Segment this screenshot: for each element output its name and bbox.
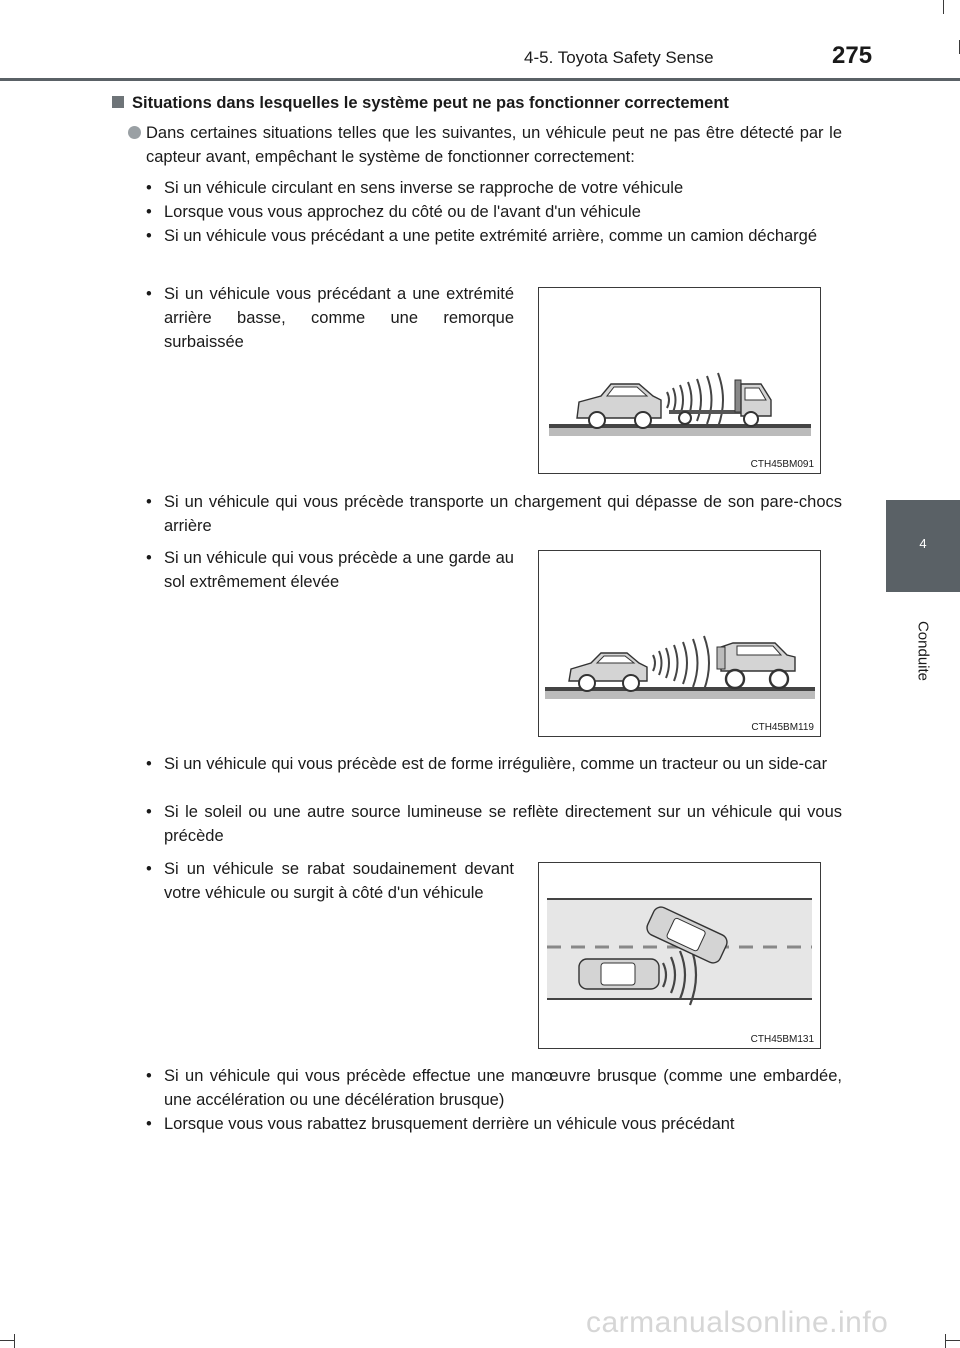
list-item [146,224,842,248]
crop-mark [0,1340,14,1341]
figure-code: CTH45BM091 [750,459,814,470]
list-item-text: Si le soleil ou une autre source lumineuse se reflète directement sur un véhicule qui vous précède [164,803,842,845]
bullet-mark: • [146,179,152,197]
chapter-label: Conduite [914,620,932,682]
chapter-side [886,596,960,706]
bullet-mark: • [146,227,152,245]
bullet-mark: • [146,549,152,567]
square-bullet-icon [112,96,124,108]
bullet-mark: • [146,285,152,303]
bullet-mark: • [146,803,152,821]
list-item-text: Si un véhicule qui vous précède transporte un chargement qui dépasse de son pare-chocs arrière [164,493,842,535]
list-item-text: Si un véhicule vous précédant a une extrémité arrière basse, comme une remorque surbaissée [164,285,514,351]
crop-mark [14,1334,15,1348]
figure-code: CTH45BM119 [751,722,814,733]
list-item [146,800,842,848]
figure-low-trailer-illustration [539,288,820,473]
running-header-section: 4-5. Toyota Safety Sense [524,48,714,67]
crop-mark [946,1340,960,1341]
page-number: 275 [832,42,873,69]
list-item-text: Si un véhicule qui vous précède a une garde au sol extrêmement élevée [164,549,514,591]
bullet-mark: • [146,493,152,511]
intro-paragraph: Dans certaines situations telles que les suivantes, un véhicule peut ne pas être détecté par le capteur avant, empêchant le système de fonctionner correctement: [146,124,842,166]
list-item [146,490,842,538]
list-item [146,752,842,776]
bullet-mark: • [146,860,152,878]
figure-low-trailer [538,287,821,474]
figure-code: CTH45BM131 [750,1034,814,1045]
list-item-text: Si un véhicule circulant en sens inverse se rapproche de votre véhicule [164,179,684,197]
watermark: carmanualsonline.info [586,1306,889,1339]
list-item [146,176,842,200]
bullet-mark: • [146,1067,152,1085]
list-item-text: Lorsque vous vous rabattez brusquement derrière un véhicule vous précédant [164,1115,735,1133]
bullet-mark: • [146,203,152,221]
list-item-text: Si un véhicule vous précédant a une petite extrémité arrière, comme un camion déchargé [164,227,818,245]
list-item [146,200,842,224]
crop-mark [943,0,944,14]
chapter-number: 4 [919,536,927,551]
list-item [146,282,514,354]
crop-mark [945,1334,946,1348]
circle-bullet-icon [128,126,141,139]
header-rule [0,78,960,81]
section-heading [112,94,842,113]
list-item-text: Lorsque vous vous approchez du côté ou de l'avant d'un véhicule [164,203,641,221]
list-item-text: Si un véhicule qui vous précède effectue une manœuvre brusque (comme une embardée, une accélération ou une décélération brusque) [164,1067,842,1109]
list-item-text: Si un véhicule qui vous précède est de forme irrégulière, comme un tracteur ou un side-car [164,755,828,773]
figure-high-clearance-illustration [539,551,820,736]
list-item [146,1112,842,1136]
section-heading-text: Situations dans lesquelles le système peut ne pas fonctionner correctement [132,94,729,112]
figure-cut-in [538,862,821,1049]
list-item [146,1064,842,1112]
figure-cut-in-illustration [539,863,820,1048]
figure-high-clearance [538,550,821,737]
list-item [146,857,514,905]
list-item [146,546,514,594]
bullet-mark: • [146,1115,152,1133]
list-item-text: Si un véhicule se rabat soudainement devant votre véhicule ou surgit à côté d'un véhicule [164,860,514,902]
bullet-mark: • [146,755,152,773]
